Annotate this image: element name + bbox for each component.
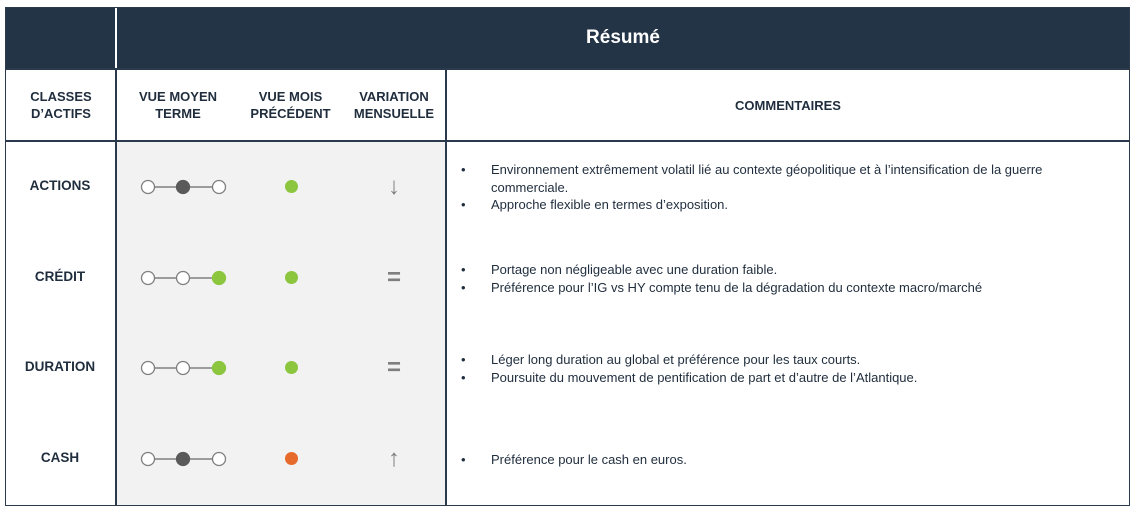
scale-point-active bbox=[213, 362, 226, 375]
up-arrow-icon: ↑ bbox=[388, 445, 400, 472]
comment-item: • Approche flexible en termes d’exposition. bbox=[447, 196, 1119, 214]
scale-indicator bbox=[133, 177, 233, 197]
scale-point-active bbox=[213, 272, 226, 285]
scale-point bbox=[213, 453, 226, 466]
equals-icon: = bbox=[386, 354, 401, 381]
scale-point bbox=[142, 181, 155, 194]
title-divider bbox=[115, 8, 117, 68]
scale-point bbox=[142, 453, 155, 466]
scale-indicator bbox=[133, 358, 233, 378]
col-divider-1 bbox=[115, 68, 117, 505]
header-variation: VARIATION MENSUELLE bbox=[353, 89, 435, 121]
comment-item: • Préférence pour le cash en euros. bbox=[447, 451, 1119, 469]
previous-view-dot bbox=[285, 271, 298, 284]
header-vue-moyen: VUE MOYEN TERME bbox=[138, 89, 217, 121]
comments-cell bbox=[447, 351, 1119, 386]
comments-cell bbox=[447, 161, 1119, 214]
comment-item: • Préférence pour l’IG vs HY compte tenu de la dégradation du contexte macro/marché bbox=[447, 279, 1119, 297]
comment-item: • Environnement extrêmement volatil lié au contexte géopolitique et à l’intensification de la guerre commerciale. bbox=[447, 161, 1119, 196]
scale-point bbox=[142, 272, 155, 285]
row-label-actions: ACTIONS bbox=[29, 178, 91, 193]
equals-icon: = bbox=[386, 264, 401, 291]
scale-point bbox=[142, 362, 155, 375]
scale-indicator bbox=[133, 268, 233, 288]
header-commentaires: COMMENTAIRES bbox=[735, 97, 841, 113]
row-label-cash: CASH bbox=[40, 450, 80, 465]
title-bar-left bbox=[6, 8, 115, 68]
comment-item: • Léger long duration au global et préférence pour les taux courts. bbox=[447, 351, 1119, 369]
row-label-crédit: CRÉDIT bbox=[34, 269, 86, 284]
header-bottom-line bbox=[6, 140, 1129, 142]
scale-point bbox=[213, 181, 226, 194]
previous-view-dot bbox=[285, 180, 298, 193]
scale-indicator bbox=[133, 449, 233, 469]
header-vue-mois: VUE MOIS PRÉCÉDENT bbox=[250, 89, 331, 121]
scale-point bbox=[177, 272, 190, 285]
previous-view-dot bbox=[285, 452, 298, 465]
comment-item: • Poursuite du mouvement de pentification de part et d’autre de l’Atlantique. bbox=[447, 369, 1119, 387]
comments-cell bbox=[447, 451, 1119, 469]
page-title: Résumé bbox=[117, 8, 1129, 68]
scale-point-active bbox=[177, 453, 190, 466]
header-classes: CLASSES D’ACTIFS bbox=[30, 89, 92, 121]
previous-view-dot bbox=[285, 361, 298, 374]
scale-point-active bbox=[177, 181, 190, 194]
header-top-line bbox=[6, 68, 1129, 70]
down-arrow-icon: ↓ bbox=[388, 173, 400, 200]
row-label-duration: DURATION bbox=[24, 359, 96, 374]
comments-cell bbox=[447, 261, 1119, 296]
scale-point bbox=[177, 362, 190, 375]
comment-item: • Portage non négligeable avec une duration faible. bbox=[447, 261, 1119, 279]
